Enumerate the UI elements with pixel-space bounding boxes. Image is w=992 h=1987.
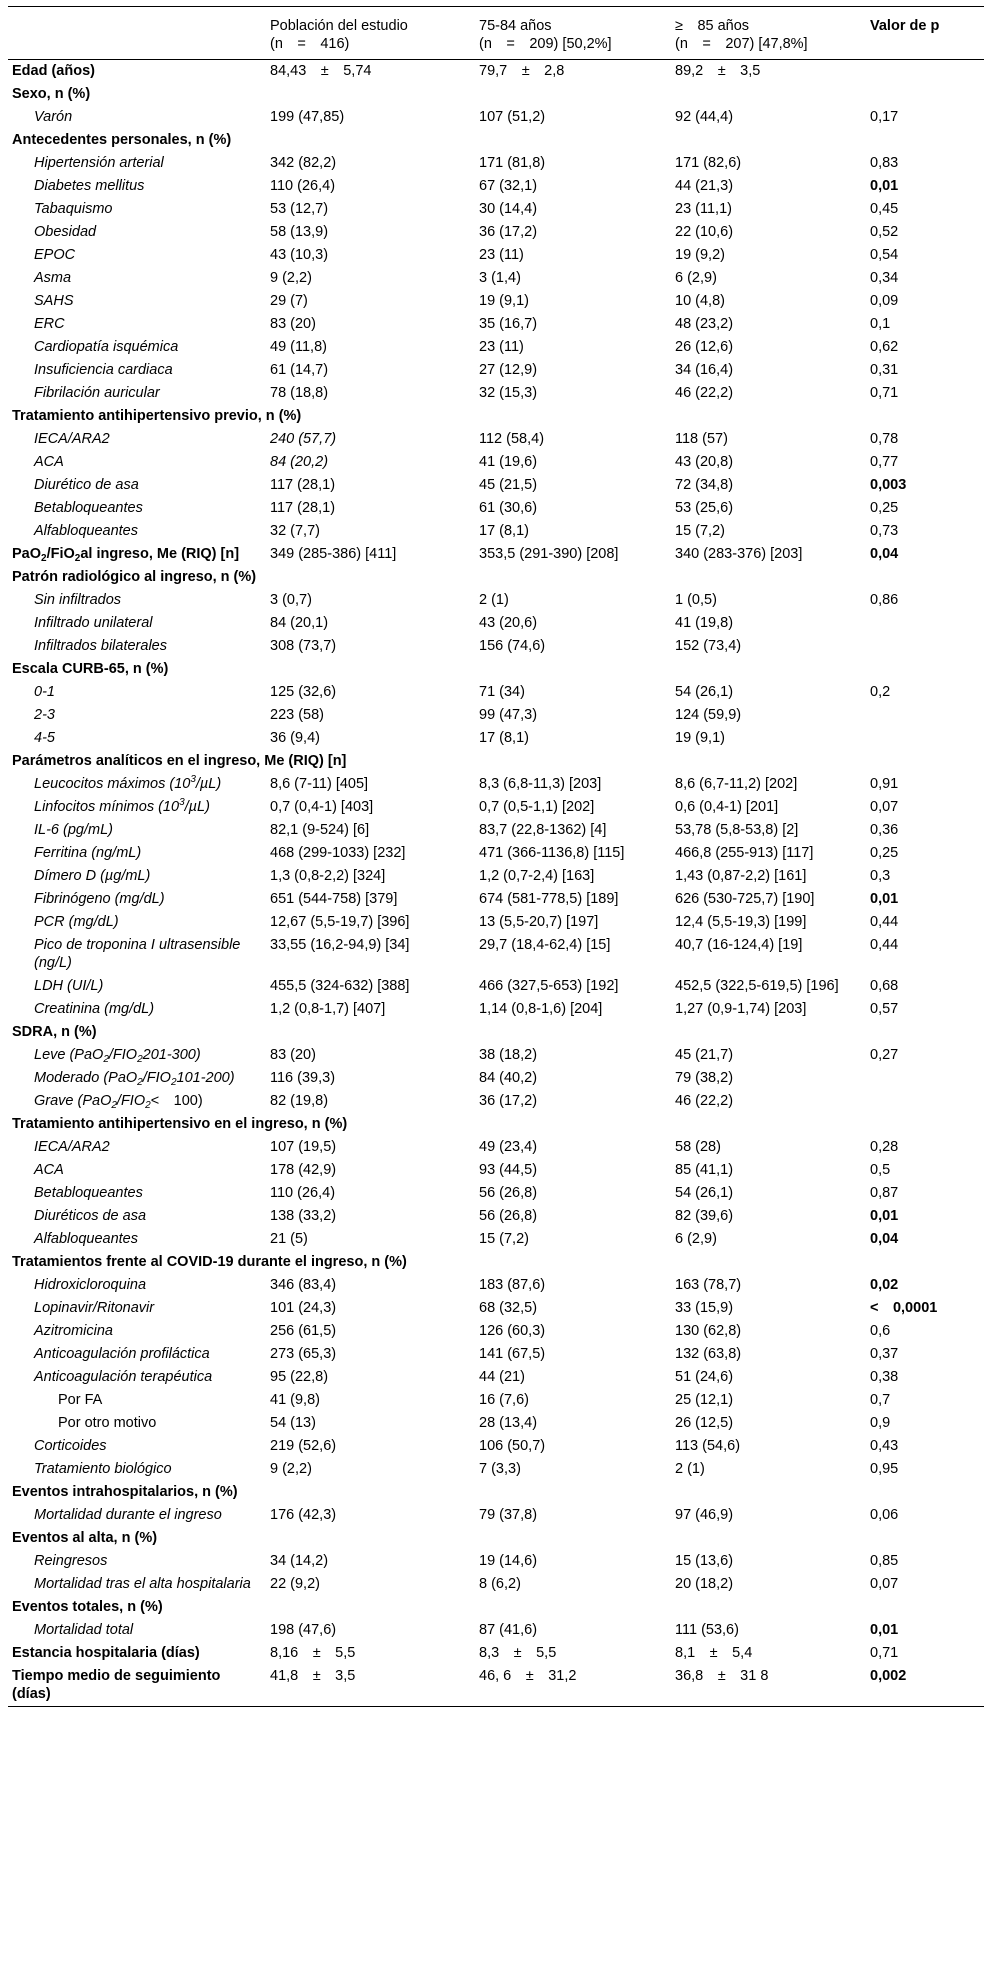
table-row: Obesidad 58 (13,9) 36 (17,2) 22 (10,6) 0,52	[34, 224, 899, 240]
table-row: Linfocitos mínimos $(10^3/\mu L)$ 0,7 (0,4-1) [403] 0,7 (0,5-1,1) [202] 0,6 (0,4-1) [201] 0,07	[34, 797, 899, 815]
table-row: Leve $(PaO_2/FIO_2201-300)$ 83 (20) 38 (18,2) 45 (21,7) 0,27	[34, 1047, 899, 1065]
table-row: ACA 178 (42,9) 93 (44,5) 85 (41,1) 0,5	[34, 1162, 891, 1178]
table-row: Sin infiltrados 3 (0,7) 2 (1) 1 (0,5) 0,86	[34, 592, 899, 608]
section-row: Tratamiento antihipertensivo previo, n (%)	[12, 408, 302, 424]
header-row	[8, 7, 984, 60]
table-row: Varón 199 (47,85) 107 (51,2) 92 (44,4) 0,17	[34, 109, 899, 125]
table-row: Diuréticos de asa 138 (33,2) 56 (26,8) 82 (39,6) 0,01	[34, 1208, 899, 1224]
table-row: Alfabloqueantes 21 (5) 15 (7,2) 6 (2,9) 0,04	[34, 1231, 899, 1247]
table-row: ERC 83 (20) 35 (16,7) 48 (23,2) 0,1	[34, 316, 891, 332]
table-row: Betabloqueantes 117 (28,1) 61 (30,6) 53 (25,6) 0,25	[34, 500, 899, 516]
table-row: Por FA 41 (9,8) 16 (7,6) 25 (12,1) 0,7	[58, 1392, 891, 1408]
table-row: Lopinavir/Ritonavir 101 (24,3) 68 (32,5) 33 (15,9) < 0,0001	[34, 1300, 938, 1316]
table-row: Tabaquismo 53 (12,7) 30 (14,4) 23 (11,1) 0,45	[34, 201, 899, 217]
table-row: Por otro motivo 54 (13) 28 (13,4) 26 (12,5) 0,9	[58, 1415, 891, 1431]
header-empty	[8, 7, 266, 60]
header-75-84: 75-84 años (n = 209) [50,2%]	[479, 18, 612, 52]
table-row: IL-6 (pg/mL) 82,1 (9-524) [6] 83,7 (22,8-1362) [4] 53,78 (5,8-53,8) [2] 0,36	[34, 822, 899, 838]
header-study-population: Población del estudio (n = 416)	[270, 18, 408, 52]
table-row: 2-3 223 (58) 99 (47,3) 124 (59,9)	[34, 707, 742, 723]
section-row: Sexo, n (%)	[12, 86, 91, 102]
table-row: Hipertensión arterial 342 (82,2) 171 (81,8) 171 (82,6) 0,83	[34, 155, 899, 171]
table-row: EPOC 43 (10,3) 23 (11) 19 (9,2) 0,54	[34, 247, 899, 263]
table-row: Anticoagulación terapéutica 95 (22,8) 44 (21) 51 (24,6) 0,38	[34, 1369, 899, 1385]
table-row: Insuficiencia cardiaca 61 (14,7) 27 (12,9) 34 (16,4) 0,31	[34, 362, 899, 378]
table-row: Betabloqueantes 110 (26,4) 56 (26,8) 54 (26,1) 0,87	[34, 1185, 899, 1201]
table-row: Diabetes mellitus 110 (26,4) 67 (32,1) 44 (21,3) 0,01	[34, 178, 899, 194]
table-row: Anticoagulación profiláctica 273 (65,3) 141 (67,5) 132 (63,8) 0,37	[34, 1346, 899, 1362]
table-row: Asma 9 (2,2) 3 (1,4) 6 (2,9) 0,34	[34, 270, 899, 286]
table-row: Reingresos 34 (14,2) 19 (14,6) 15 (13,6) 0,85	[34, 1553, 899, 1569]
table-row: Infiltrado unilateral 84 (20,1) 43 (20,6) 41 (19,8)	[34, 615, 734, 631]
table-row: Tratamiento biológico 9 (2,2) 7 (3,3) 2 (1) 0,95	[34, 1461, 899, 1477]
section-row: Eventos totales, n (%)	[12, 1599, 163, 1615]
table-row: Mortalidad tras el alta hospitalaria 22 (9,2) 8 (6,2) 20 (18,2) 0,07	[34, 1576, 899, 1592]
table-row: Ferritina (ng/mL) 468 (299-1033) [232] 471 (366-1136,8) [115] 466,8 (255-913) [117] 0,25	[34, 845, 899, 861]
table-row: PCR (mg/dL) 12,67 (5,5-19,7) [396] 13 (5,5-20,7) [197] 12,4 (5,5-19,3) [199] 0,44	[34, 914, 899, 930]
table-row: Diurético de asa 117 (28,1) 45 (21,5) 72 (34,8) 0,003	[34, 477, 907, 493]
table-row: IECA/ARA2 240 (57,7) 112 (58,4) 118 (57) 0,78	[34, 431, 899, 447]
section-row: Tratamientos frente al COVID-19 durante el ingreso, n (%)	[12, 1254, 407, 1270]
table-row: Cardiopatía isquémica 49 (11,8) 23 (11) 26 (12,6) 0,62	[34, 339, 899, 355]
table-row: Leucocitos máximos $(10^3/\mu L)$ 8,6 (7-11) [405] 8,3 (6,8-11,3) [203] 8,6 (6,7-11,2) [202] 0,91	[34, 774, 899, 792]
header-85-plus: ≥ 85 años (n = 207) [47,8%]	[675, 18, 808, 52]
table-row: IECA/ARA2 107 (19,5) 49 (23,4) 58 (28) 0,28	[34, 1139, 899, 1155]
table-row: Hidroxicloroquina 346 (83,4) 183 (87,6) 163 (78,7) 0,02	[34, 1277, 899, 1293]
section-row: Antecedentes personales, n (%)	[12, 132, 232, 148]
section-row: Eventos intrahospitalarios, n (%)	[12, 1484, 238, 1500]
table-row: Pico de troponina I ultrasensible (ng/L) 33,55 (16,2-94,9) [34] 29,7 (18,4-62,4) [15] 40,7 (16-124,4) [19] 0,44	[34, 937, 899, 971]
table-row: Dímero D (µg/mL) 1,3 (0,8-2,2) [324] 1,2 (0,7-2,4) [163] 1,43 (0,87-2,2) [161] 0,3	[34, 868, 891, 884]
section-row: Patrón radiológico al ingreso, n (%)	[12, 569, 257, 585]
section-row: SDRA, n (%)	[12, 1024, 97, 1040]
table-row: Corticoides 219 (52,6) 106 (50,7) 113 (54,6) 0,43	[34, 1438, 899, 1454]
table-row: PaO$_2$/FiO$_2$al ingreso, Me (RIQ) [n] 349 (285-386) [411] 353,5 (291-390) [208] 340 (283-376) [203] 0,04	[12, 546, 899, 564]
table-row: Estancia hospitalaria (días) 8,16 ± 5,5 8,3 ± 5,5 8,1 ± 5,4 0,71	[12, 1645, 899, 1661]
section-row: Escala CURB-65, n (%)	[12, 661, 169, 677]
table-row: LDH (UI/L) 455,5 (324-632) [388] 466 (327,5-653) [192] 452,5 (322,5-619,5) [196] 0,68	[34, 978, 899, 994]
table-row: Fibrilación auricular 78 (18,8) 32 (15,3) 46 (22,2) 0,71	[34, 385, 899, 401]
table-row: Grave ($PaO_2/FIO_2<$ 100) 82 (19,8) 36 (17,2) 46 (22,2)	[34, 1093, 734, 1111]
table-row: ACA 84 (20,2) 41 (19,6) 43 (20,8) 0,77	[34, 454, 899, 470]
table-row: Alfabloqueantes 32 (7,7) 17 (8,1) 15 (7,2) 0,73	[34, 523, 899, 539]
table-row: Edad (años) 84,43 ± 5,74 79,7 ± 2,8 89,2 ± 3,5	[12, 63, 761, 79]
section-row: Tratamiento antihipertensivo en el ingreso, n (%)	[12, 1116, 348, 1132]
section-row: Eventos al alta, n (%)	[12, 1530, 158, 1546]
table-row: Mortalidad total 198 (47,6) 87 (41,6) 111 (53,6) 0,01	[34, 1622, 899, 1638]
table-row: Creatinina (mg/dL) 1,2 (0,8-1,7) [407] 1,14 (0,8-1,6) [204] 1,27 (0,9-1,74) [203] 0,57	[34, 1001, 899, 1017]
table-row: Fibrinógeno (mg/dL) 651 (544-758) [379] 674 (581-778,5) [189] 626 (530-725,7) [190] 0,01	[34, 891, 899, 907]
results-table	[8, 6, 984, 1707]
table-row: Mortalidad durante el ingreso 176 (42,3) 79 (37,8) 97 (46,9) 0,06	[34, 1507, 899, 1523]
header-p-value: Valor de p	[870, 18, 940, 34]
table-row: Infiltrados bilaterales 308 (73,7) 156 (74,6) 152 (73,4)	[34, 638, 742, 654]
table-row: Tiempo medio de seguimiento (días) 41,8 ± 3,5 46, 6 ± 31,2 36,8 ± 31 8 0,002	[8, 1665, 984, 1707]
table-row: 4-5 36 (9,4) 17 (8,1) 19 (9,1)	[34, 730, 725, 746]
table-row: SAHS 29 (7) 19 (9,1) 10 (4,8) 0,09	[34, 293, 899, 309]
table-row: Moderado $(PaO_2/FIO_2101-200)$ 116 (39,3) 84 (40,2) 79 (38,2)	[34, 1070, 734, 1088]
table-row: Azitromicina 256 (61,5) 126 (60,3) 130 (62,8) 0,6	[34, 1323, 891, 1339]
table-row: 0-1 125 (32,6) 71 (34) 54 (26,1) 0,2	[34, 684, 891, 700]
section-row: Parámetros analíticos en el ingreso, Me (RIQ) [n]	[12, 753, 347, 769]
